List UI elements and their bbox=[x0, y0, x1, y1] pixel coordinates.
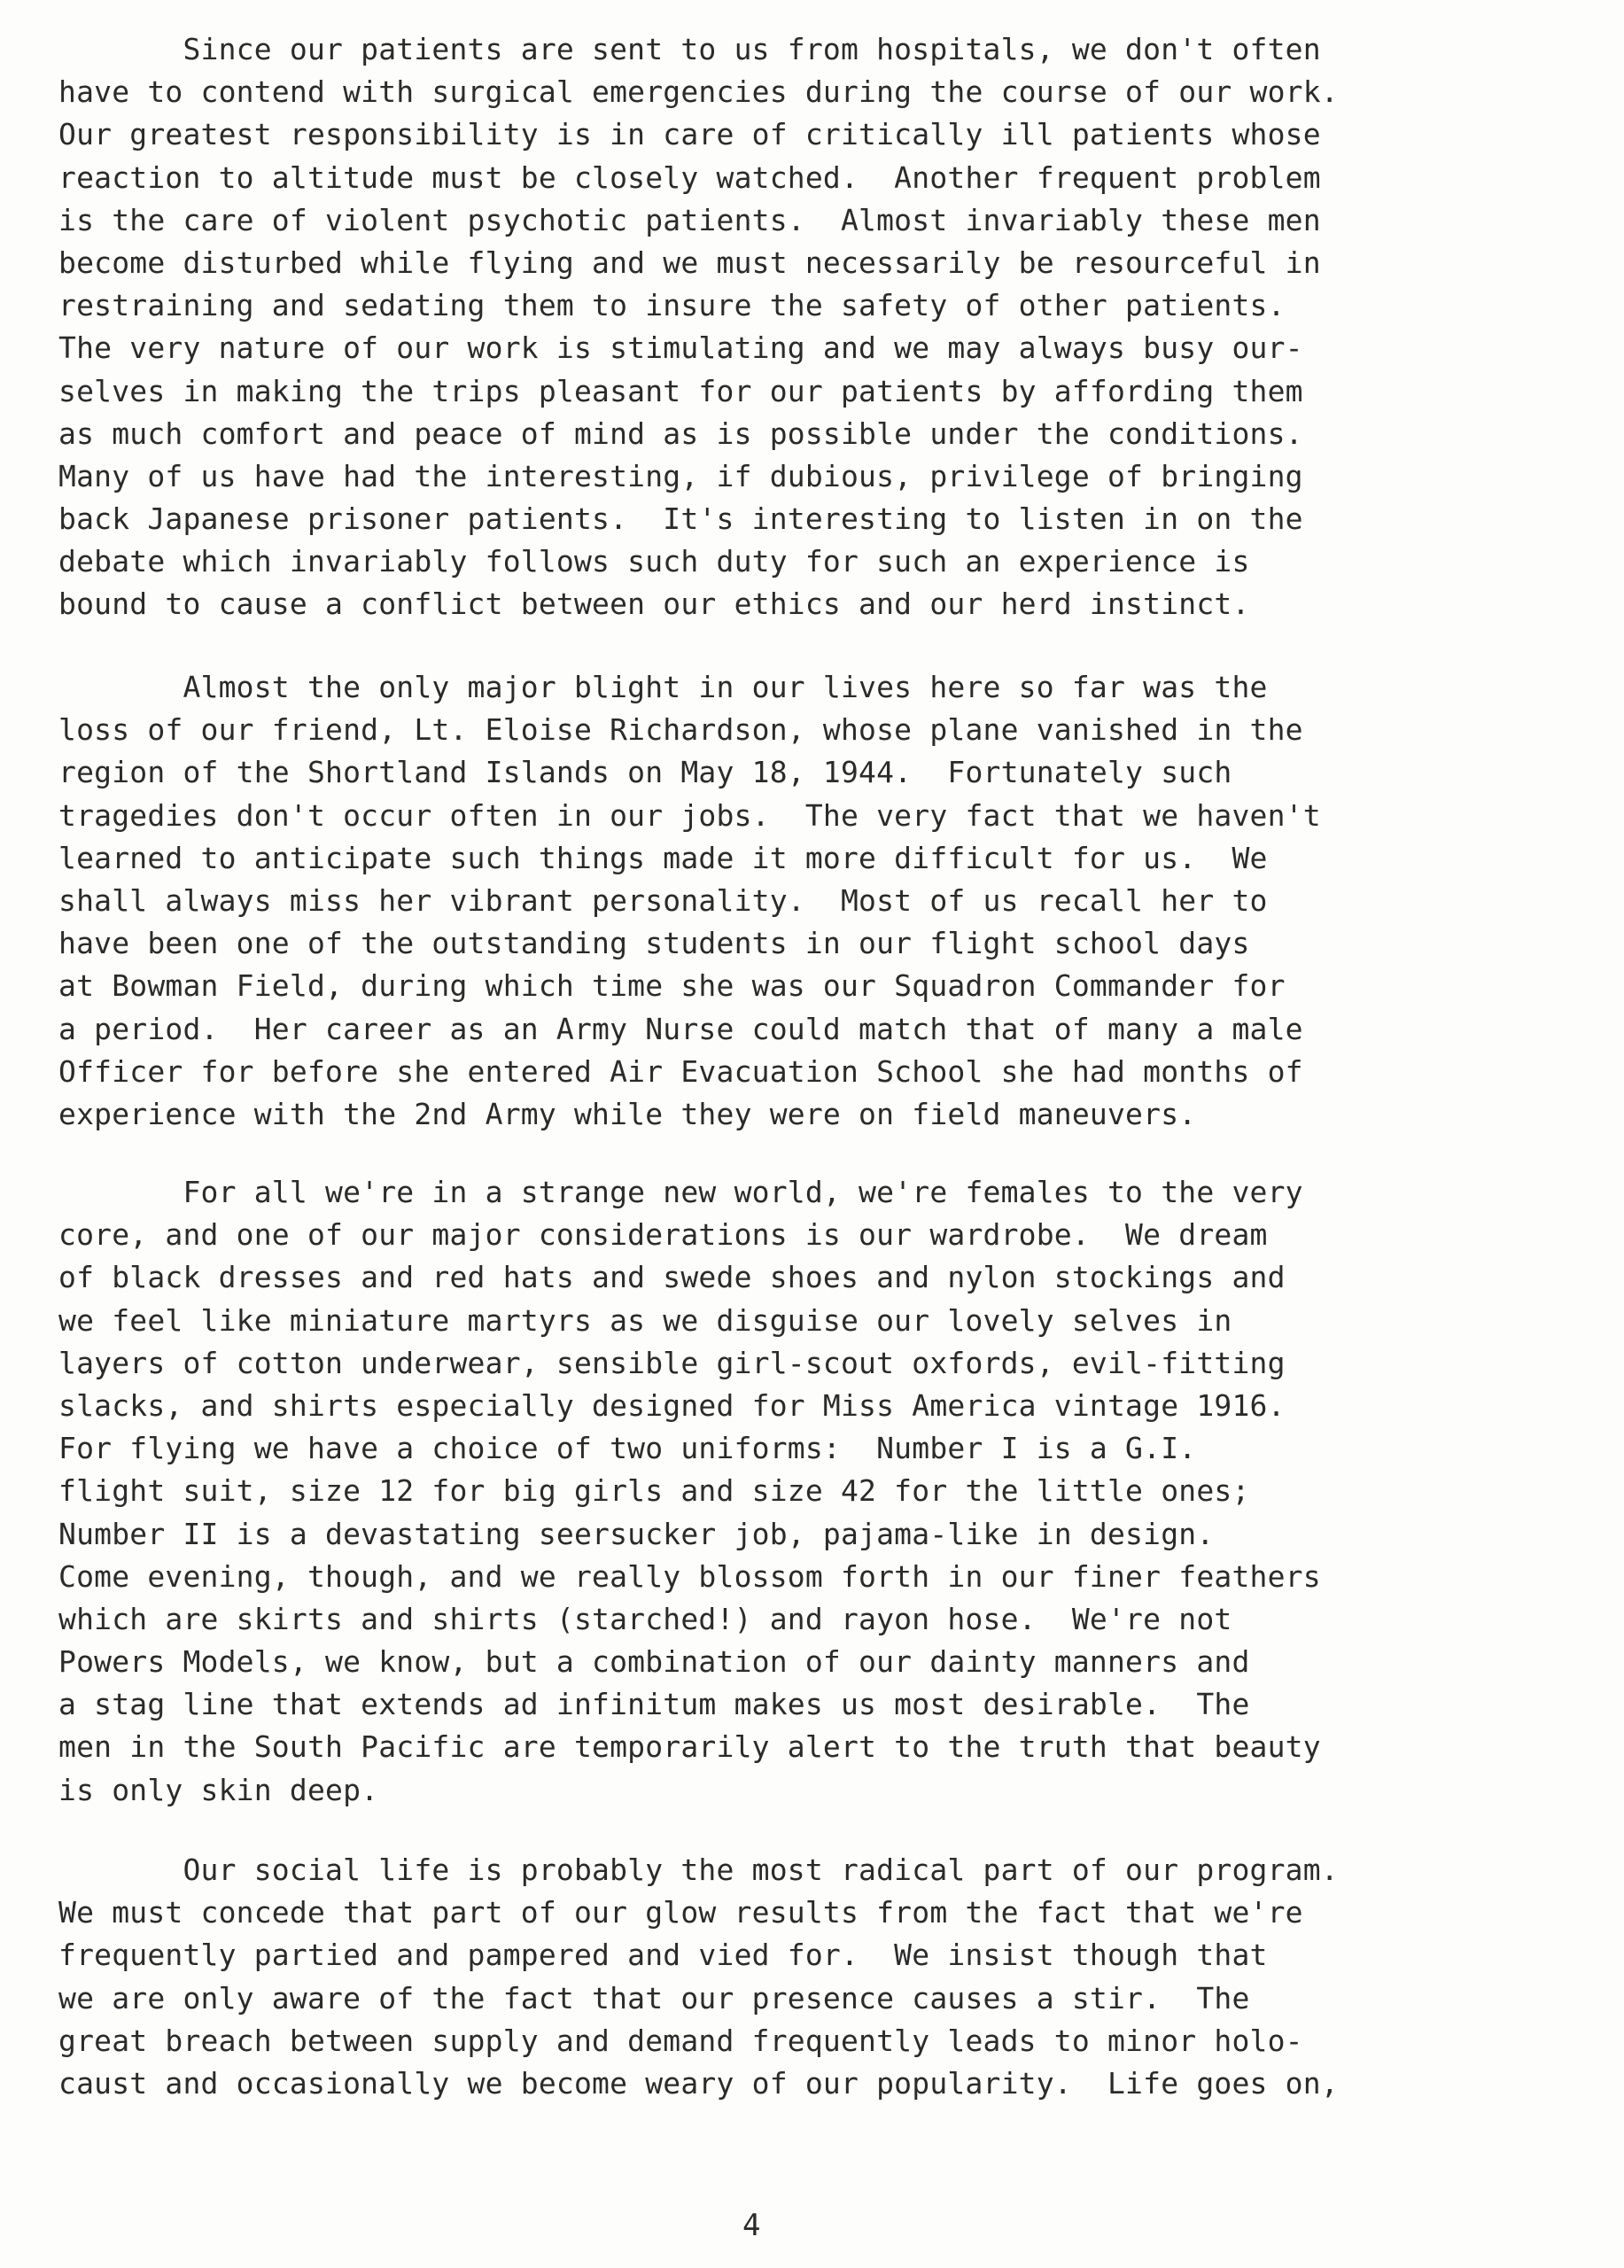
text-line: Since our patients are sent to us from hospitals, we don't often bbox=[58, 32, 1321, 66]
text-line: layers of cotton underwear, sensible girl-scout oxfords, evil-fitting bbox=[58, 1345, 1286, 1380]
text-line: men in the South Pacific are temporarily alert to the truth that beauty bbox=[58, 1729, 1321, 1765]
text-line: debate which invariably follows such duty for such an experience is bbox=[58, 544, 1250, 579]
text-line: region of the Shortland Islands on May 18, 1944. Fortunately such bbox=[58, 755, 1232, 790]
page-number: 4 bbox=[742, 2208, 761, 2243]
text-line: experience with the 2nd Army while they were on field maneuvers. bbox=[58, 1096, 1197, 1131]
text-line: The very nature of our work is stimulating and we may always busy our- bbox=[58, 330, 1303, 366]
text-line: Powers Models, we know, but a combination of our dainty manners and bbox=[58, 1644, 1250, 1680]
text-line: we are only aware of the fact that our presence causes a stir. The bbox=[58, 1980, 1250, 2016]
text-line: at Bowman Field, during which time she was our Squadron Commander for bbox=[58, 968, 1286, 1004]
text-line: we feel like miniature martyrs as we disguise our lovely selves in bbox=[58, 1302, 1232, 1338]
text-line: a period. Her career as an Army Nurse could match that of many a male bbox=[58, 1011, 1303, 1046]
text-line: Many of us have had the interesting, if dubious, privilege of bringing bbox=[58, 458, 1303, 493]
text-line: restraining and sedating them to insure the safety of other patients. bbox=[58, 288, 1286, 323]
paragraph-patients bbox=[58, 28, 1582, 626]
text-line: Come evening, though, and we really blossom forth in our finer feathers bbox=[58, 1558, 1321, 1594]
text-line: Almost the only major blight in our lives here so far was the bbox=[58, 670, 1268, 704]
text-line: Number II is a devastating seersucker job, pajama-like in design. bbox=[58, 1516, 1215, 1551]
text-line: a stag line that extends ad infinitum makes us most desirable. The bbox=[58, 1687, 1250, 1722]
text-line: tragedies don't occur often in our jobs. The very fact that we haven't bbox=[58, 797, 1321, 833]
text-line: bound to cause a conflict between our ethics and our herd instinct. bbox=[58, 586, 1250, 622]
text-line: have been one of the outstanding students in our flight school days bbox=[58, 926, 1250, 961]
text-line: For flying we have a choice of two uniforms: Number I is a G.I. bbox=[58, 1431, 1197, 1466]
text-line: caust and occasionally we become weary of our popularity. Life goes on, bbox=[58, 2065, 1339, 2101]
text-line: become disturbed while flying and we must necessarily be resourceful in bbox=[58, 245, 1321, 280]
text-line: back Japanese prisoner patients. It's interesting to listen in on the bbox=[58, 501, 1303, 537]
text-line: flight suit, size 12 for big girls and size 42 for the little ones; bbox=[58, 1473, 1250, 1509]
text-line: For all we're in a strange new world, we're females to the very bbox=[58, 1175, 1303, 1209]
text-line: which are skirts and shirts (starched!) and rayon hose. We're not bbox=[58, 1601, 1232, 1636]
text-line: have to contend with surgical emergencies during the course of our work. bbox=[58, 74, 1339, 110]
paragraph-social-life bbox=[58, 1849, 1582, 2105]
text-line: loss of our friend, Lt. Eloise Richardson, whose plane vanished in the bbox=[58, 712, 1303, 748]
text-line: learned to anticipate such things made it more difficult for us. We bbox=[58, 840, 1268, 875]
text-line: core, and one of our major considerations is our wardrobe. We dream bbox=[58, 1217, 1268, 1253]
text-line: slacks, and shirts especially designed for Miss America vintage 1916. bbox=[58, 1387, 1286, 1423]
paragraph-eloise-richardson bbox=[58, 666, 1582, 1136]
text-line: shall always miss her vibrant personality. Most of us recall her to bbox=[58, 882, 1268, 918]
text-line: We must concede that part of our glow results from the fact that we're bbox=[58, 1895, 1303, 1930]
text-line: is only skin deep. bbox=[58, 1772, 379, 1807]
text-line: reaction to altitude must be closely watched. Another frequent problem bbox=[58, 159, 1321, 195]
text-line: Officer for before she entered Air Evacuation School she had months of bbox=[58, 1053, 1303, 1089]
text-line: as much comfort and peace of mind as is possible under the conditions. bbox=[58, 416, 1303, 451]
text-line: great breach between supply and demand frequently leads to minor holo- bbox=[58, 2023, 1303, 2058]
text-line: of black dresses and red hats and swede shoes and nylon stockings and bbox=[58, 1260, 1286, 1295]
text-line: frequently partied and pampered and vied for. We insist though that bbox=[58, 1938, 1268, 1973]
text-line: Our social life is probably the most radical part of our program. bbox=[58, 1852, 1339, 1887]
paragraph-wardrobe bbox=[58, 1171, 1582, 1812]
text-line: Our greatest responsibility is in care of critically ill patients whose bbox=[58, 117, 1321, 152]
text-line: selves in making the trips pleasant for our patients by affording them bbox=[58, 373, 1303, 408]
text-line: is the care of violent psychotic patients. Almost invariably these men bbox=[58, 202, 1321, 237]
